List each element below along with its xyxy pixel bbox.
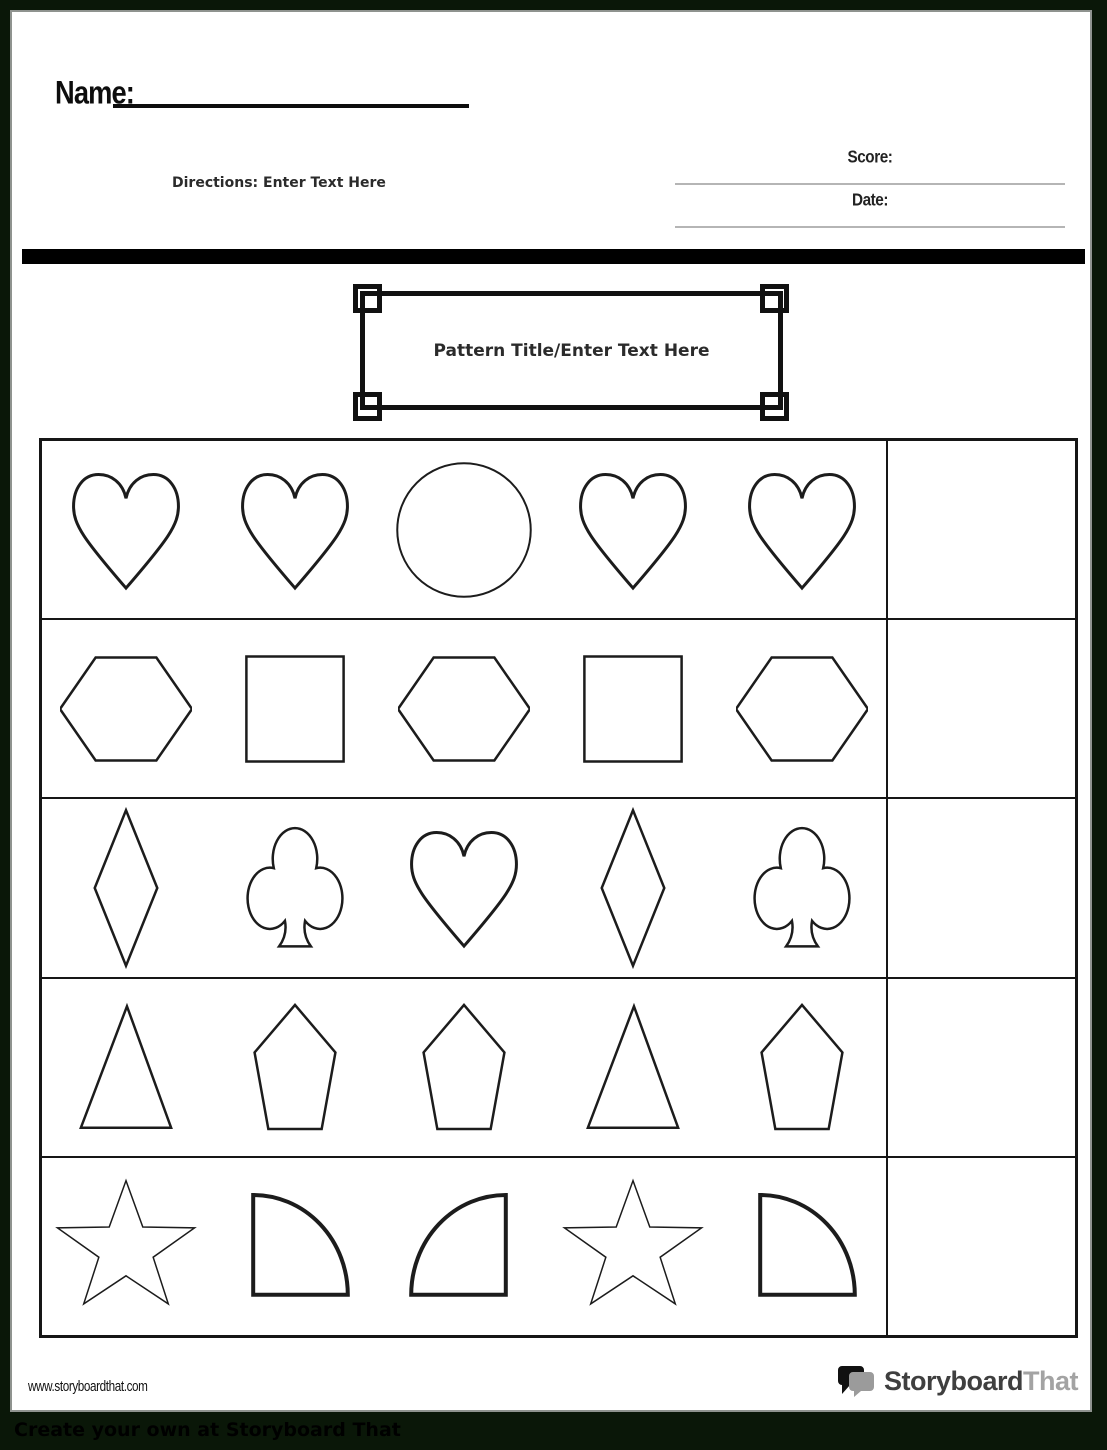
quarter-circle-mirrored-shape [380, 1188, 549, 1304]
quarter-circle-shape [211, 1188, 380, 1304]
square-icon [579, 652, 687, 766]
answer-cell [886, 1158, 1075, 1335]
club-icon [242, 815, 348, 961]
pentagon-shape [380, 1001, 549, 1133]
bottom-banner [0, 1412, 1107, 1450]
club-icon [749, 815, 855, 961]
diamond-icon [80, 807, 172, 969]
quarter-circle-mirrored-icon [409, 1188, 519, 1304]
score-row [675, 142, 1065, 185]
pentagon-icon [252, 1001, 338, 1133]
triangle-icon [585, 1001, 681, 1133]
worksheet-page [10, 10, 1092, 1412]
date-label: Date: [851, 189, 888, 210]
quarter-circle-icon [747, 1188, 857, 1304]
pattern-shapes-area [42, 799, 886, 976]
frame-corner-icon [760, 392, 789, 421]
triangle-icon [78, 1001, 174, 1133]
frame-corner-icon [353, 284, 382, 313]
directions-text: Directions: Enter Text Here [172, 175, 386, 191]
pentagon-shape [717, 1001, 886, 1133]
worksheet-table [39, 438, 1078, 1338]
answer-cell [886, 979, 1075, 1156]
heart-shape [548, 464, 717, 596]
star-icon [51, 1175, 201, 1317]
triangle-shape [42, 1001, 211, 1133]
score-label: Score: [847, 146, 893, 167]
heart-icon [69, 464, 183, 596]
quarter-circle-icon [240, 1188, 350, 1304]
square-shape [548, 652, 717, 766]
heart-shape [211, 464, 380, 596]
square-shape [211, 652, 380, 766]
storyboardthat-logo [835, 1362, 1078, 1400]
pattern-row [42, 441, 1075, 620]
pentagon-icon [759, 1001, 845, 1133]
answer-cell [886, 799, 1075, 976]
heart-shape [717, 464, 886, 596]
heart-icon [745, 464, 859, 596]
pattern-shapes-area [42, 979, 886, 1156]
pattern-shapes-area [42, 441, 886, 618]
heart-icon [576, 464, 690, 596]
hexagon-shape [42, 653, 211, 765]
pentagon-icon [421, 1001, 507, 1133]
logo-text-secondary: That [1023, 1365, 1078, 1396]
pattern-title: Pattern Title/Enter Text Here [433, 340, 710, 361]
pattern-row [42, 1158, 1075, 1335]
pattern-title-frame [360, 291, 783, 410]
pattern-row [42, 799, 1075, 978]
triangle-shape [548, 1001, 717, 1133]
heart-icon [238, 464, 352, 596]
diamond-shape [548, 807, 717, 969]
speech-bubbles-icon [835, 1362, 879, 1400]
pattern-shapes-area [42, 620, 886, 797]
circle-shape [380, 459, 549, 601]
club-shape [211, 815, 380, 961]
answer-cell [886, 441, 1075, 618]
hexagon-icon [736, 653, 868, 765]
heart-shape [380, 822, 549, 954]
heart-icon [407, 822, 521, 954]
website-url: www.storyboardthat.com [28, 1378, 148, 1395]
club-shape [717, 815, 886, 961]
hexagon-icon [398, 653, 530, 765]
frame-corner-icon [760, 284, 789, 313]
star-icon [558, 1175, 708, 1317]
score-date-block [675, 142, 1065, 228]
circle-icon [393, 459, 535, 601]
heart-shape [42, 464, 211, 596]
pattern-row [42, 979, 1075, 1158]
quarter-circle-shape [717, 1188, 886, 1304]
star-shape [42, 1175, 211, 1317]
frame-corner-icon [353, 392, 382, 421]
square-icon [241, 652, 349, 766]
name-label: Name: [55, 74, 134, 111]
hexagon-shape [717, 653, 886, 765]
pentagon-shape [211, 1001, 380, 1133]
name-fill-in-line [113, 104, 469, 108]
banner-text: Create your own at Storyboard That [14, 1419, 401, 1441]
hexagon-icon [60, 653, 192, 765]
date-row [675, 185, 1065, 228]
hexagon-shape [380, 653, 549, 765]
diamond-icon [587, 807, 679, 969]
pattern-row [42, 620, 1075, 799]
diamond-shape [42, 807, 211, 969]
star-shape [548, 1175, 717, 1317]
logo-text-primary: Storyboard [883, 1365, 1023, 1396]
answer-cell [886, 620, 1075, 797]
header-divider-bar [22, 249, 1085, 264]
pattern-shapes-area [42, 1158, 886, 1335]
